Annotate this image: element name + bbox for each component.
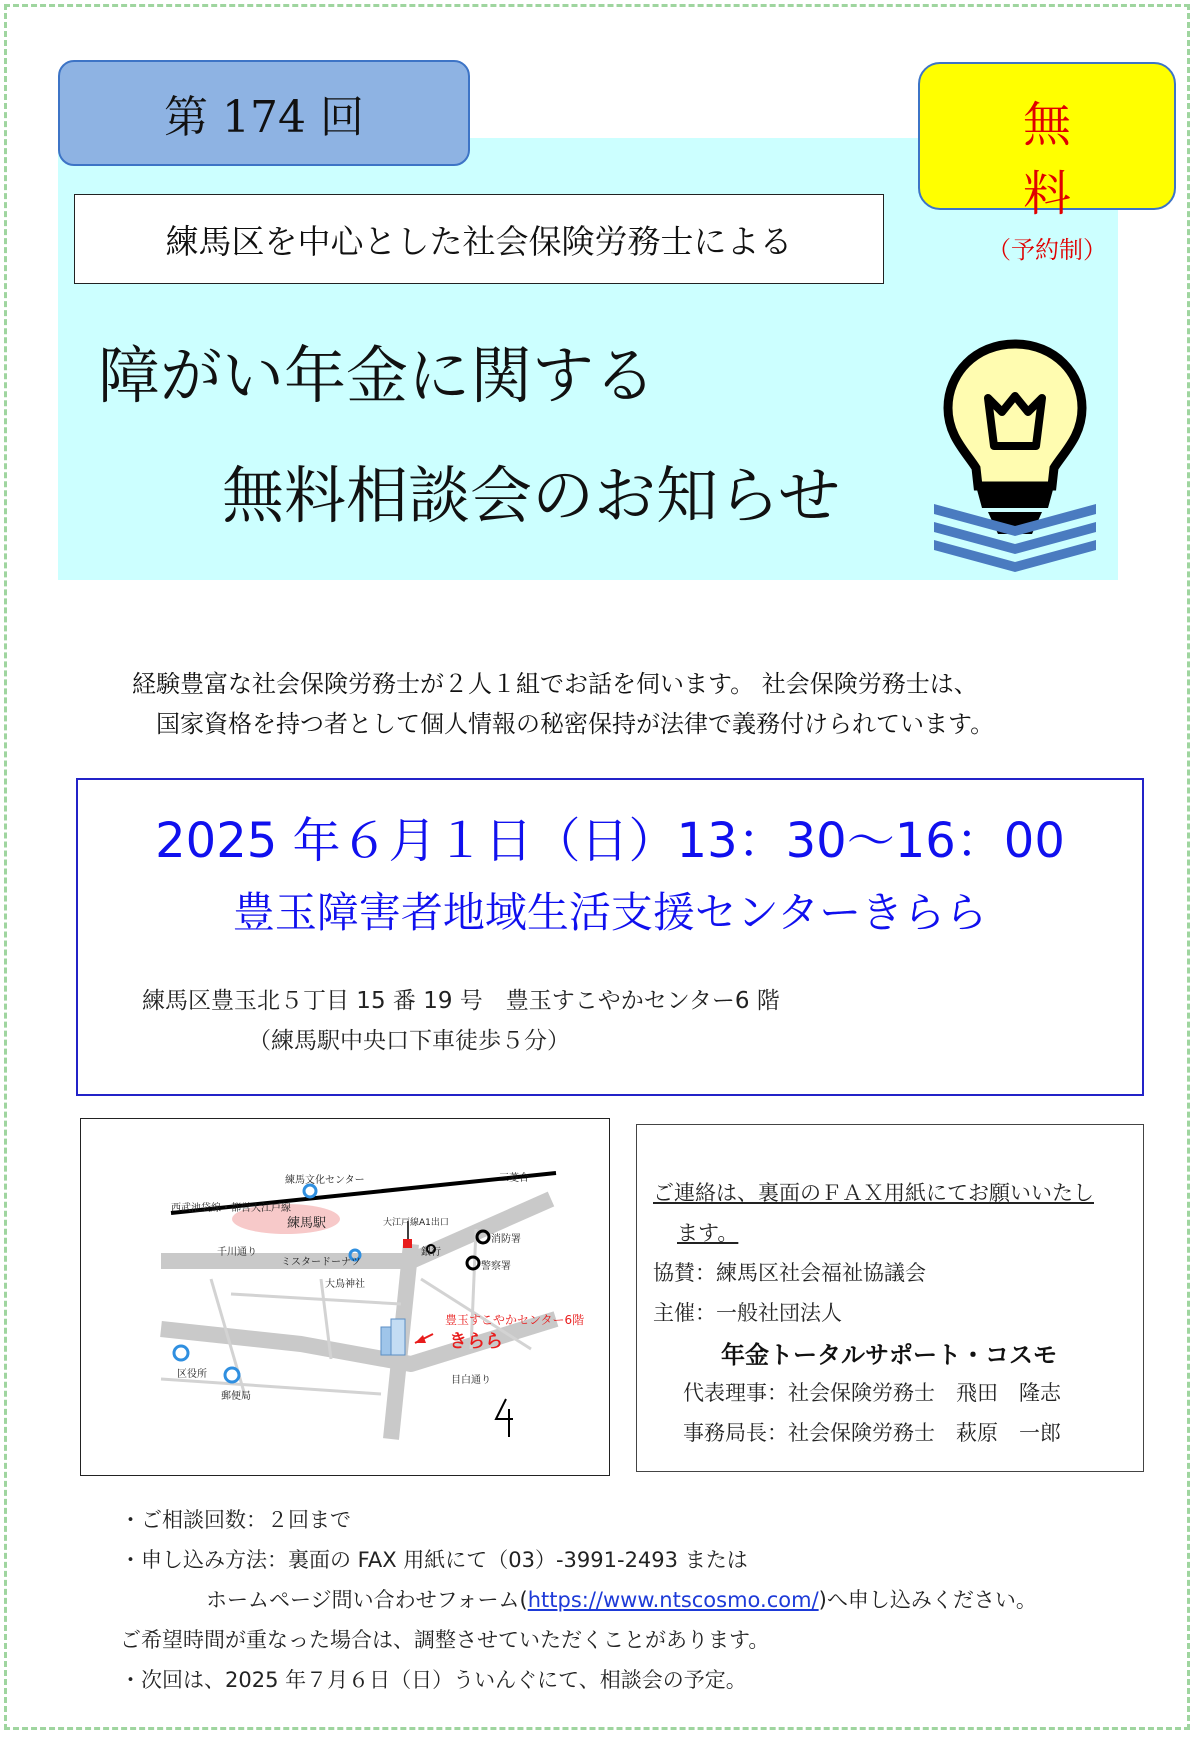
- intro-line1: 経験豊富な社会保険労務士が２人１組でお話を伺います。 社会保険労務士は、: [132, 670, 978, 698]
- map-label-sanzaku: 三菱合: [499, 1173, 529, 1184]
- poi-post: [225, 1368, 239, 1382]
- session-number-label: 第 174 回: [164, 92, 364, 143]
- hero-subtitle: 練馬区を中心とした社会保険労務士による: [165, 221, 793, 261]
- map-label-mejiro: 目白通り: [451, 1375, 491, 1386]
- note-web-prefix: ホームページ問い合わせフォーム(: [206, 1588, 528, 1612]
- event-details-box: [76, 778, 1144, 1096]
- building-icon: [381, 1319, 405, 1355]
- poi-culture-center: [304, 1185, 316, 1197]
- map-label-misdo: ミスタードーナツ: [281, 1257, 361, 1268]
- poi-kuyakusho: [174, 1346, 188, 1360]
- note-apply-method: ・申し込み方法：裏面の FAX 用紙にて（03）-3991-2493 または: [120, 1548, 748, 1572]
- map-label-kirara: きらら: [449, 1331, 503, 1352]
- free-badge: [918, 62, 1200, 264]
- contact-organizer: 主催：一般社団法人: [653, 1301, 842, 1325]
- map-label-senkawa: 千川通り: [217, 1247, 257, 1258]
- map-label-oedo-exit: 大江戸線A1出口: [383, 1218, 449, 1228]
- map-label-station: 練馬駅: [287, 1216, 327, 1231]
- north-arrow-icon: [496, 1399, 513, 1437]
- map-label-kuyakusho: 区役所: [177, 1369, 207, 1380]
- contact-note-line1: ご連絡は、裏面のＦＡＸ用紙にてお願いいたし: [653, 1181, 1094, 1205]
- note-consult-count: ・ご相談回数：２回まで: [120, 1508, 351, 1532]
- exit-pin: [403, 1239, 412, 1248]
- free-badge-main: 無 料: [1022, 97, 1200, 222]
- event-address: 練馬区豊玉北５丁目 15 番 19 号 豊玉すこやかセンター6 階: [142, 988, 780, 1014]
- note-web-suffix: )へ申し込みください。: [818, 1588, 1037, 1612]
- event-venue: 豊玉障害者地域生活支援センターきらら: [232, 888, 988, 937]
- map-label-bank: 銀行: [421, 1247, 441, 1258]
- map-label-center: 豊玉すこやかセンター6階: [445, 1313, 585, 1327]
- contact-box: [636, 1124, 1144, 1472]
- contact-sponsor: 協賛：練馬区社会福祉協議会: [653, 1261, 926, 1285]
- map-label-post: 郵便局: [221, 1391, 251, 1402]
- page-title-line1: 障がい年金に関する: [98, 339, 657, 412]
- map-label-seibu-line: 西武池袋線・都営大江戸線: [171, 1203, 291, 1214]
- contact-note-line2: ます。: [677, 1221, 739, 1245]
- map-label-shrine: 大鳥神社: [325, 1279, 365, 1290]
- event-datetime: 2025 年６月１日（日）13：30～16：00: [155, 813, 1065, 869]
- note-overlap: ご希望時間が重なった場合は、調整させていただくことがあります。: [120, 1628, 770, 1652]
- note-next-session: ・次回は、2025 年７月６日（日）ういんぐにて、相談会の予定。: [120, 1668, 747, 1692]
- intro-line2: 国家資格を持つ者として個人情報の秘密保持が法律で義務付けられています。: [156, 710, 995, 738]
- contact-org-name: 年金トータルサポート・コスモ: [721, 1341, 1057, 1369]
- free-badge-sub: （予約制）: [987, 236, 1107, 264]
- event-access: （練馬駅中央口下車徒歩５分）: [248, 1028, 570, 1054]
- page-title-line2: 無料相談会のお知らせ: [222, 459, 841, 532]
- contact-secretary: 事務局長：社会保険労務士 萩原 一郎: [683, 1421, 1061, 1445]
- map-label-fire: 消防署: [491, 1234, 521, 1245]
- session-number-tab: [58, 60, 470, 166]
- note-web-form: [206, 1584, 1037, 1614]
- contact-representative: 代表理事：社会保険労務士 飛田 隆志: [683, 1381, 1061, 1405]
- homepage-link[interactable]: https://www.ntscosmo.com/: [527, 1588, 819, 1612]
- hero-subtitle-box: [74, 194, 884, 284]
- access-map: [80, 1118, 610, 1476]
- map-label-police: 警察署: [481, 1261, 511, 1272]
- light-bulb-icon: [930, 336, 1100, 576]
- map-label-culture-center: 練馬文化センター: [285, 1175, 365, 1186]
